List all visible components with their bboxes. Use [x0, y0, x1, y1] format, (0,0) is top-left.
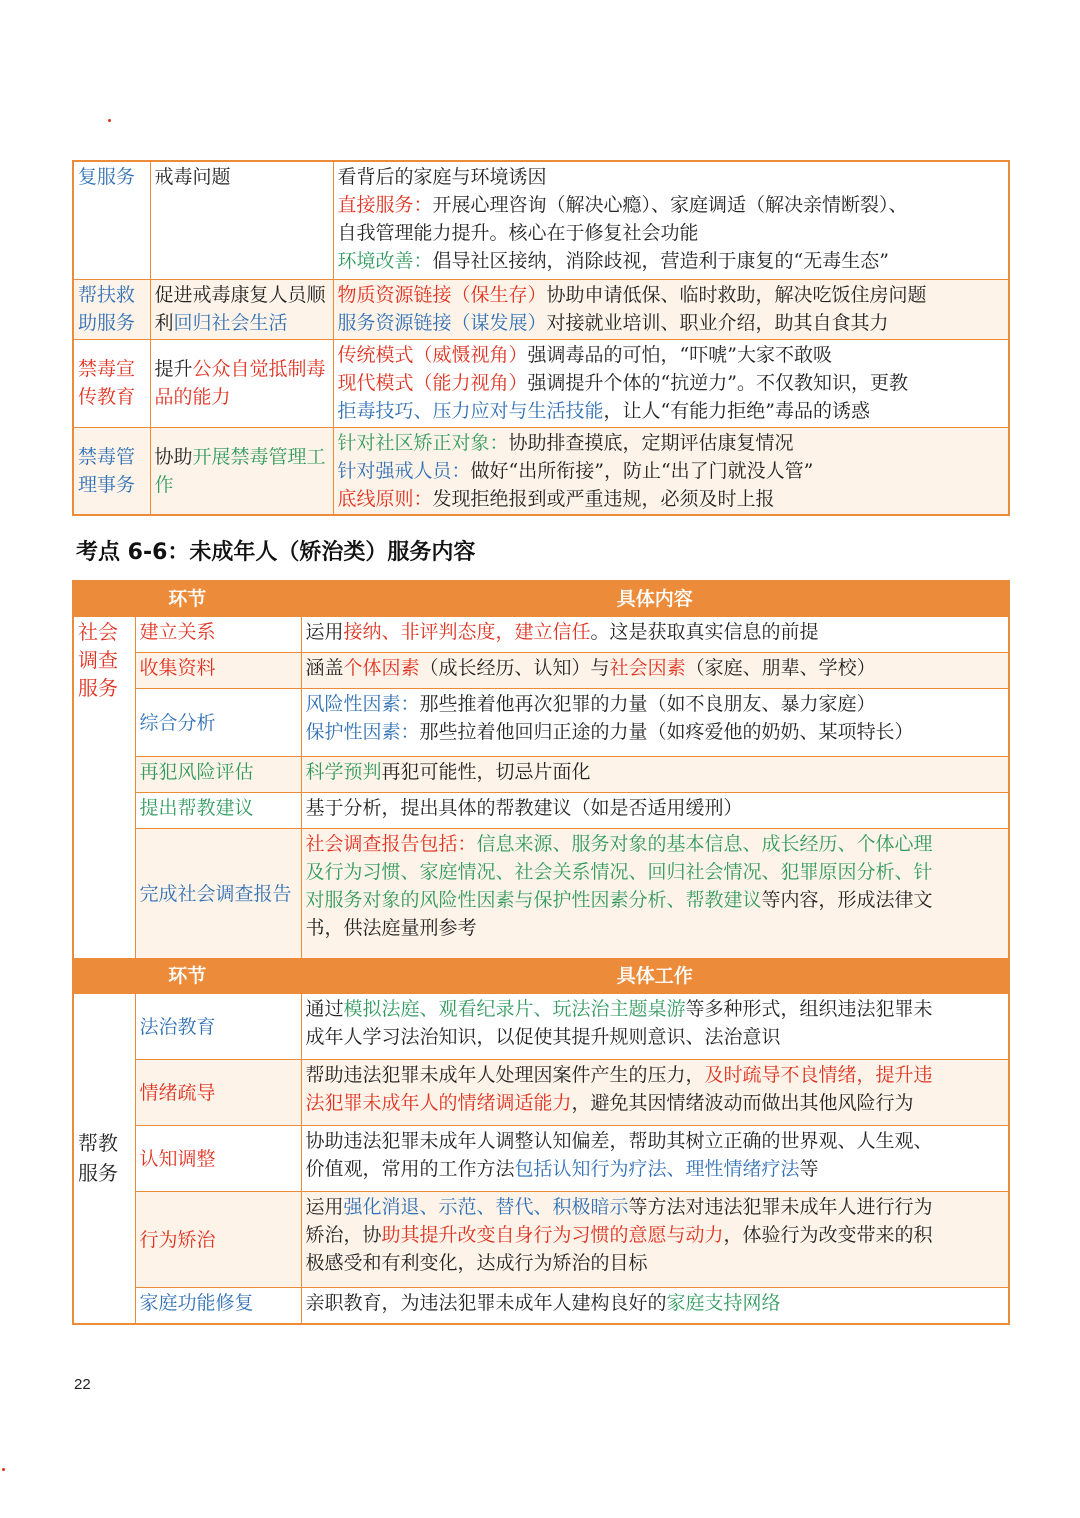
table-row — [73, 617, 1009, 653]
table-row — [73, 1060, 1009, 1126]
content-cell — [301, 1060, 1009, 1126]
text-segment: 对接就业培训、职业介绍，助其自食其力 — [546, 311, 889, 334]
text-line — [78, 281, 146, 337]
text-segment: 对服务对象的风险性因素与保护性因素分析、帮教建议 — [305, 889, 762, 911]
step-cell — [135, 689, 301, 757]
text-segment: 个体因素 — [343, 657, 420, 679]
step-cell — [135, 1288, 301, 1324]
text-segment: 针对社区矫正对象： — [337, 431, 509, 454]
section-title: 考点 6-6：未成年人（矫治类）服务内容 — [76, 540, 476, 565]
service-goal-cell — [150, 279, 333, 339]
text-segment: 禁毒宣传教育 — [78, 358, 136, 408]
text-segment: （家庭、朋辈、学校） — [685, 657, 876, 679]
text-line — [338, 247, 1005, 275]
text-segment: 强调毒品的可怕，“吓唬”大家不敢吸 — [527, 343, 832, 366]
text-line — [155, 355, 329, 411]
group-label-cell — [73, 994, 135, 1324]
text-segment: 等内容，形成法律文 — [761, 889, 933, 911]
text-segment: 情绪疏导 — [139, 1081, 216, 1104]
text-segment: 直接服务： — [337, 194, 433, 216]
content-cell — [301, 994, 1009, 1060]
text-line — [140, 618, 297, 646]
text-line — [306, 1155, 1005, 1183]
text-segment: 科学预判 — [305, 761, 382, 783]
service-content-cell — [333, 427, 1009, 515]
step-cell — [135, 757, 301, 793]
text-segment: 极感受和有利变化，达成行为矫治的目标 — [305, 1252, 648, 1274]
text-segment: 协助 — [154, 445, 193, 468]
text-line — [338, 369, 1005, 397]
header-step: 环节 — [73, 959, 301, 994]
decorative-dot — [2, 1468, 5, 1471]
text-segment: 传统模式（威慑视角） — [337, 343, 528, 366]
content-cell — [301, 617, 1009, 653]
step-cell — [135, 829, 301, 959]
text-line — [338, 341, 1005, 369]
text-line — [140, 1079, 297, 1107]
text-segment: 及行为习惯、家庭情况、社会关系情况、回归社会情况、犯罪原因分析、针 — [305, 861, 933, 883]
text-line — [155, 281, 329, 337]
text-segment: 成年人学习法治知识，以促使其提升规则意识、法治意识 — [305, 1026, 781, 1048]
text-line — [306, 690, 1005, 718]
text-line — [140, 654, 297, 682]
text-segment: 提升 — [154, 358, 193, 380]
table-row — [73, 279, 1009, 339]
text-segment: 协助申请低保、临时救助，解决吃饭住房问题 — [546, 283, 927, 306]
text-segment: 行为矫治 — [139, 1228, 216, 1251]
text-segment: 帮扶救助服务 — [78, 283, 136, 334]
text-segment: 等方法对违法犯罪未成年人进行行为 — [628, 1196, 933, 1218]
text-segment: （成长经历、认知）与 — [419, 657, 610, 679]
text-segment: 强化消退、示范、替代、积极暗示 — [343, 1196, 629, 1218]
text-segment: 基于分析，提出具体的帮教建议（如是否适用缓刑） — [305, 797, 743, 819]
service-name-cell — [73, 427, 150, 515]
text-line — [140, 1013, 297, 1041]
step-cell — [135, 1126, 301, 1192]
table-row — [73, 653, 1009, 689]
text-line — [140, 709, 297, 737]
text-line — [306, 886, 1005, 914]
text-segment: 促进戒毒康复人员顺利 — [154, 283, 326, 334]
step-cell — [135, 653, 301, 689]
table-header-row — [73, 959, 1009, 994]
table-row — [73, 1288, 1009, 1324]
text-segment: 帮助违法犯罪未成年人处理因案件产生的压力， — [305, 1064, 705, 1086]
text-segment: 公众自觉抵制毒品的能力 — [154, 358, 326, 408]
text-line — [338, 309, 1005, 337]
text-segment: 通过 — [305, 998, 344, 1020]
text-segment: 再犯可能性，切忌片面化 — [381, 761, 591, 783]
text-line — [140, 794, 297, 822]
text-segment: 强调提升个体的“抗逆力”。不仅教知识，更教 — [527, 371, 908, 394]
text-line — [338, 485, 1005, 513]
text-segment: 服务资源链接（谋发展） — [337, 311, 547, 334]
text-segment: 认知调整 — [139, 1147, 216, 1170]
text-segment: 协助排查摸底，定期评估康复情况 — [508, 431, 794, 454]
text-segment: 接纳、非评判态度，建立信任 — [343, 621, 591, 643]
text-segment: 发现拒绝报到或严重违规，必须及时上报 — [432, 487, 775, 510]
service-goal-cell — [150, 427, 333, 515]
text-segment: 法治教育 — [139, 1015, 216, 1038]
text-segment: 信息来源、服务对象的基本信息、成长经历、个体心理 — [476, 833, 933, 855]
text-line — [338, 219, 1005, 247]
text-line — [306, 914, 1005, 942]
text-segment: 模拟法庭、观看纪录片、玩法治主题桌游 — [343, 998, 686, 1020]
text-segment: 及时疏导不良情绪，提升违 — [704, 1064, 933, 1086]
service-content-cell — [333, 161, 1009, 279]
text-segment: 提出帮教建议 — [139, 797, 254, 819]
content-cell — [301, 829, 1009, 959]
text-segment: ，体验行为改变带来的积 — [723, 1224, 933, 1246]
text-line — [155, 163, 329, 191]
text-line — [78, 163, 146, 191]
page-number: 22 — [74, 1376, 91, 1393]
text-line — [140, 1226, 297, 1254]
text-segment: 戒毒问题 — [154, 166, 231, 188]
text-segment: 法犯罪未成年人的情绪调适能力 — [305, 1092, 572, 1114]
header-content: 具体工作 — [301, 959, 1009, 994]
group-label: 帮教服务 — [78, 1131, 118, 1186]
text-segment: 协助违法犯罪未成年人调整认知偏差，帮助其树立正确的世界观、人生观、 — [305, 1130, 933, 1152]
text-line — [338, 191, 1005, 219]
text-line — [306, 718, 1005, 746]
text-segment: 风险性因素： — [305, 693, 420, 715]
table-header-row — [73, 581, 1009, 617]
table-row — [73, 829, 1009, 959]
text-segment: 社会调查报告包括： — [305, 833, 477, 855]
text-segment: 。这是获取真实信息的前提 — [590, 621, 819, 643]
text-segment: 家庭功能修复 — [139, 1292, 254, 1314]
text-segment: 等 — [799, 1158, 819, 1180]
group-label: 社会调查服务 — [78, 620, 118, 700]
text-line — [306, 1127, 1005, 1155]
text-segment: 回归社会生活 — [173, 311, 288, 334]
content-cell — [301, 653, 1009, 689]
table-row — [73, 339, 1009, 427]
text-segment: 保护性因素： — [305, 721, 420, 743]
text-segment: 价值观，常用的工作方法 — [305, 1158, 515, 1180]
step-cell — [135, 1192, 301, 1288]
service-name-cell — [73, 339, 150, 427]
text-segment: 书，供法庭量刑参考 — [305, 917, 477, 939]
text-segment: 做好“出所衔接”，防止“出了门就没人管” — [470, 459, 814, 482]
text-line — [78, 443, 146, 499]
text-line — [306, 1061, 1005, 1089]
service-name-cell — [73, 161, 150, 279]
text-segment: 建立关系 — [139, 621, 216, 643]
text-segment: 矫治，协 — [305, 1224, 382, 1246]
text-segment: 开展心理咨询（解决心瘾）、家庭调适（解决亲情断裂）、 — [432, 194, 908, 216]
text-line — [140, 880, 297, 908]
text-segment: 自我管理能力提升。核心在于修复社会功能 — [337, 222, 699, 244]
table-row — [73, 757, 1009, 793]
step-cell — [135, 1060, 301, 1126]
text-segment: 那些推着他再次犯罪的力量（如不良朋友、暴力家庭） — [419, 693, 876, 715]
text-line — [306, 1089, 1005, 1117]
service-content-cell — [333, 279, 1009, 339]
service-goal-cell — [150, 339, 333, 427]
text-line — [140, 1145, 297, 1173]
text-segment: 运用 — [305, 1196, 344, 1218]
text-segment: 物质资源链接（保生存） — [337, 283, 547, 306]
table-row — [73, 793, 1009, 829]
text-segment: 等多种形式，组织违法犯罪未 — [685, 998, 933, 1020]
text-line — [338, 163, 1005, 191]
text-segment: 环境改善： — [337, 250, 433, 272]
text-line — [338, 397, 1005, 425]
text-segment: ，避免其因情绪波动而做出其他风险行为 — [571, 1092, 914, 1114]
text-segment: 禁毒管理事务 — [78, 445, 136, 496]
table-row — [73, 994, 1009, 1060]
text-line — [306, 1221, 1005, 1249]
header-content: 具体内容 — [301, 581, 1009, 617]
text-line — [338, 281, 1005, 309]
text-line — [306, 830, 1005, 858]
text-line — [306, 654, 1005, 682]
text-segment: 收集资料 — [139, 657, 216, 679]
drug-service-table — [72, 160, 1010, 516]
text-line — [140, 1289, 297, 1317]
table-row — [73, 689, 1009, 757]
text-segment: 开展禁毒管理工作 — [154, 445, 326, 496]
group-label-cell — [73, 617, 135, 959]
text-line — [306, 794, 1005, 822]
text-line — [306, 1023, 1005, 1051]
decorative-dot — [108, 119, 111, 122]
text-segment: 拒毒技巧、压力应对与生活技能 — [337, 399, 604, 422]
text-segment: 看背后的家庭与环境诱因 — [337, 166, 547, 188]
text-segment: 那些拉着他回归正途的力量（如疼爱他的奶奶、某项特长） — [419, 721, 914, 743]
text-line — [306, 858, 1005, 886]
content-cell — [301, 793, 1009, 829]
text-segment: 再犯风险评估 — [139, 761, 254, 783]
service-name-cell — [73, 279, 150, 339]
text-segment: 现代模式（能力视角） — [337, 371, 528, 394]
text-line — [306, 1249, 1005, 1277]
text-segment: 包括认知行为疗法、理性情绪疗法 — [514, 1158, 800, 1180]
text-segment: 针对强戒人员： — [337, 459, 471, 482]
text-segment: 完成社会调查报告 — [139, 882, 292, 905]
header-step: 环节 — [73, 581, 301, 617]
content-cell — [301, 1288, 1009, 1324]
text-segment: 助其提升改变自身行为习惯的意愿与动力 — [381, 1224, 724, 1246]
text-line — [155, 443, 329, 499]
service-content-cell — [333, 339, 1009, 427]
service-goal-cell — [150, 161, 333, 279]
content-cell — [301, 1126, 1009, 1192]
content-cell — [301, 689, 1009, 757]
text-segment: ，让人“有能力拒绝”毒品的诱惑 — [603, 399, 870, 422]
text-line — [306, 758, 1005, 786]
text-line — [306, 995, 1005, 1023]
step-cell — [135, 994, 301, 1060]
text-line — [306, 1193, 1005, 1221]
table-row — [73, 1192, 1009, 1288]
text-segment: 倡导社区接纳，消除歧视，营造利于康复的“无毒生态” — [432, 250, 889, 272]
text-segment: 综合分析 — [139, 711, 216, 734]
text-segment: 复服务 — [78, 166, 136, 188]
juvenile-service-table — [72, 580, 1010, 1325]
text-line — [306, 618, 1005, 646]
text-segment: 涵盖 — [305, 657, 344, 679]
text-segment: 底线原则： — [337, 487, 433, 510]
text-segment: 社会因素 — [609, 657, 686, 679]
text-line — [338, 429, 1005, 457]
text-segment: 家庭支持网络 — [666, 1292, 781, 1314]
step-cell — [135, 793, 301, 829]
text-segment: 运用 — [305, 621, 344, 643]
content-cell — [301, 1192, 1009, 1288]
text-line — [78, 355, 146, 411]
table-row — [73, 427, 1009, 515]
text-line — [338, 457, 1005, 485]
table-row — [73, 1126, 1009, 1192]
text-segment: 亲职教育，为违法犯罪未成年人建构良好的 — [305, 1292, 667, 1314]
table-row — [73, 161, 1009, 279]
text-line — [140, 758, 297, 786]
text-line — [306, 1289, 1005, 1317]
step-cell — [135, 617, 301, 653]
content-cell — [301, 757, 1009, 793]
